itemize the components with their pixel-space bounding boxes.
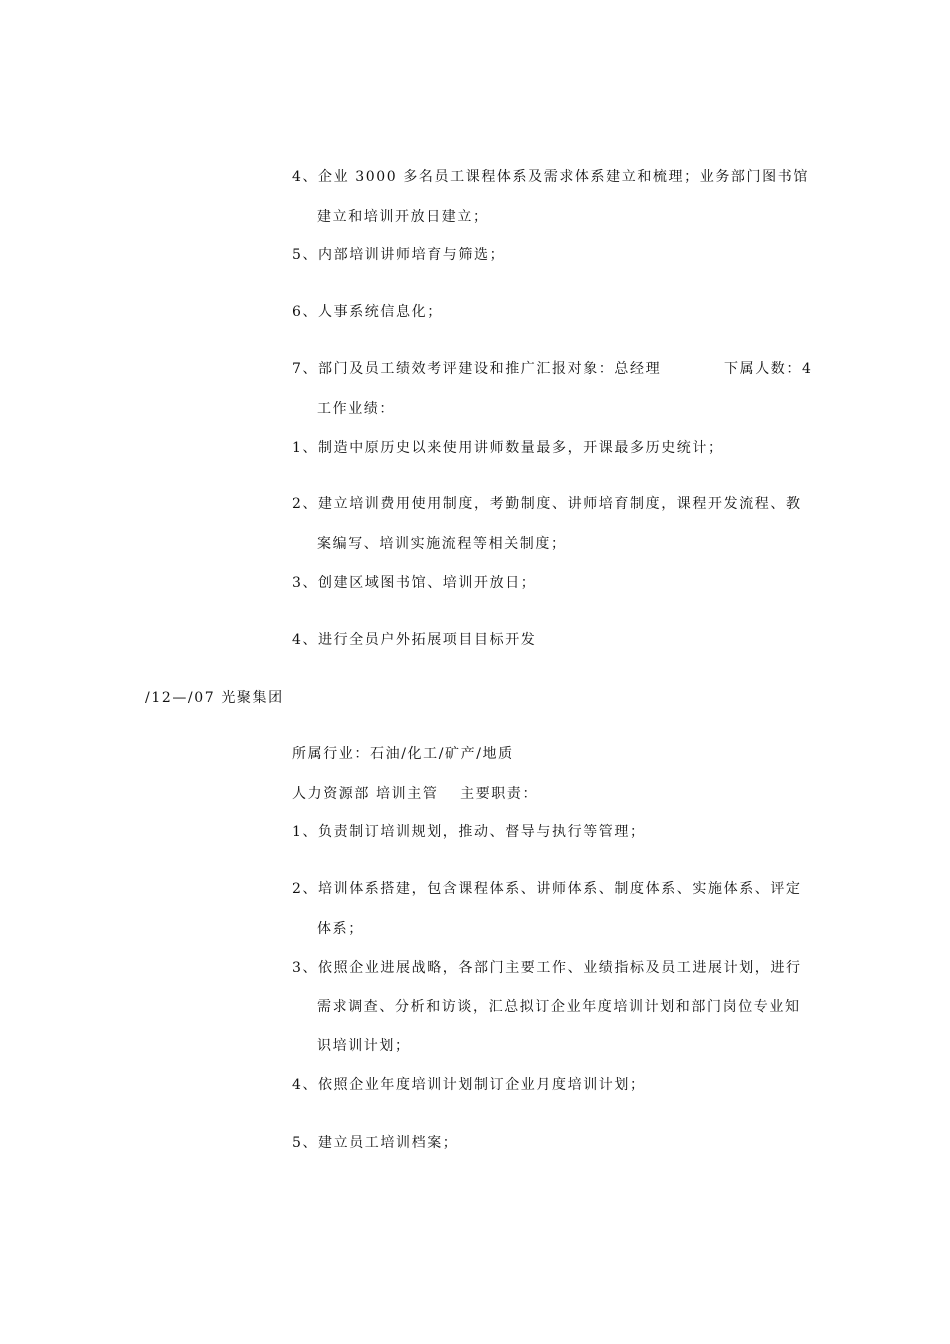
item-text: 创建区域图书馆、培训开放日； (318, 575, 537, 591)
item-number: 4、 (292, 1077, 319, 1093)
list-item (292, 880, 802, 898)
achievements-heading: 工作业绩： (317, 401, 395, 417)
employment-period-company: /12—/07 光聚集团 (145, 690, 284, 706)
item-text: 制造中原历史以来使用讲师数量最多，开课最多历史统计； (318, 440, 724, 456)
item-number: 2、 (292, 881, 319, 897)
item-text: 依照企业进展战略，各部门主要工作、业绩指标及员工进展计划，进行 (318, 960, 802, 976)
list-item (292, 1134, 458, 1152)
item-text: 建立培训费用使用制度，考勤制度、讲师培育制度，课程开发流程、教 (318, 496, 802, 512)
item-number: 2、 (292, 496, 319, 512)
list-item (292, 360, 661, 378)
list-item (292, 1076, 646, 1094)
item-number: 3、 (292, 575, 319, 591)
list-item (292, 574, 536, 592)
item-number: 5、 (292, 247, 319, 263)
item-text: 培训体系搭建，包含课程体系、讲师体系、制度体系、实施体系、评定 (318, 881, 802, 897)
list-item (292, 823, 646, 841)
item-continuation: 识培训计划； (317, 1038, 411, 1054)
item-continuation: 体系； (317, 921, 364, 937)
list-item (292, 631, 536, 649)
item-text: 建立员工培训档案； (318, 1135, 459, 1151)
position-title: 人力资源部 培训主管 主要职责： (292, 786, 539, 802)
item-text: 负责制订培训规划，推动、督导与执行等管理； (318, 824, 646, 840)
list-item (292, 495, 802, 513)
item-text: 企业 3000 多名员工课程体系及需求体系建立和梳理；业务部门图书馆 (318, 169, 809, 185)
list-item (292, 303, 443, 321)
item-number: 7、 (292, 361, 319, 377)
item-number: 4、 (292, 632, 319, 648)
subordinate-count: 下属人数：4 (724, 361, 813, 377)
industry: 所属行业：石油/化工/矿产/地质 (292, 746, 514, 762)
item-continuation: 建立和培训开放日建立； (317, 209, 489, 225)
item-number: 1、 (292, 440, 319, 456)
item-text: 内部培训讲师培育与筛选； (318, 247, 506, 263)
item-text: 人事系统信息化； (318, 304, 443, 320)
item-text: 进行全员户外拓展项目目标开发 (318, 632, 537, 648)
item-text: 部门及员工绩效考评建设和推广汇报对象：总经理 (318, 361, 662, 377)
item-number: 3、 (292, 960, 319, 976)
item-number: 1、 (292, 824, 319, 840)
item-number: 4、 (292, 169, 319, 185)
list-item (292, 246, 505, 264)
item-number: 6、 (292, 304, 319, 320)
list-item (292, 168, 809, 186)
item-text: 依照企业年度培训计划制订企业月度培训计划； (318, 1077, 646, 1093)
item-number: 5、 (292, 1135, 319, 1151)
item-continuation: 需求调查、分析和访谈，汇总拟订企业年度培训计划和部门岗位专业知 (317, 999, 801, 1015)
list-item (292, 959, 802, 977)
item-continuation: 案编写、培训实施流程等相关制度； (317, 536, 567, 552)
list-item (292, 439, 724, 457)
